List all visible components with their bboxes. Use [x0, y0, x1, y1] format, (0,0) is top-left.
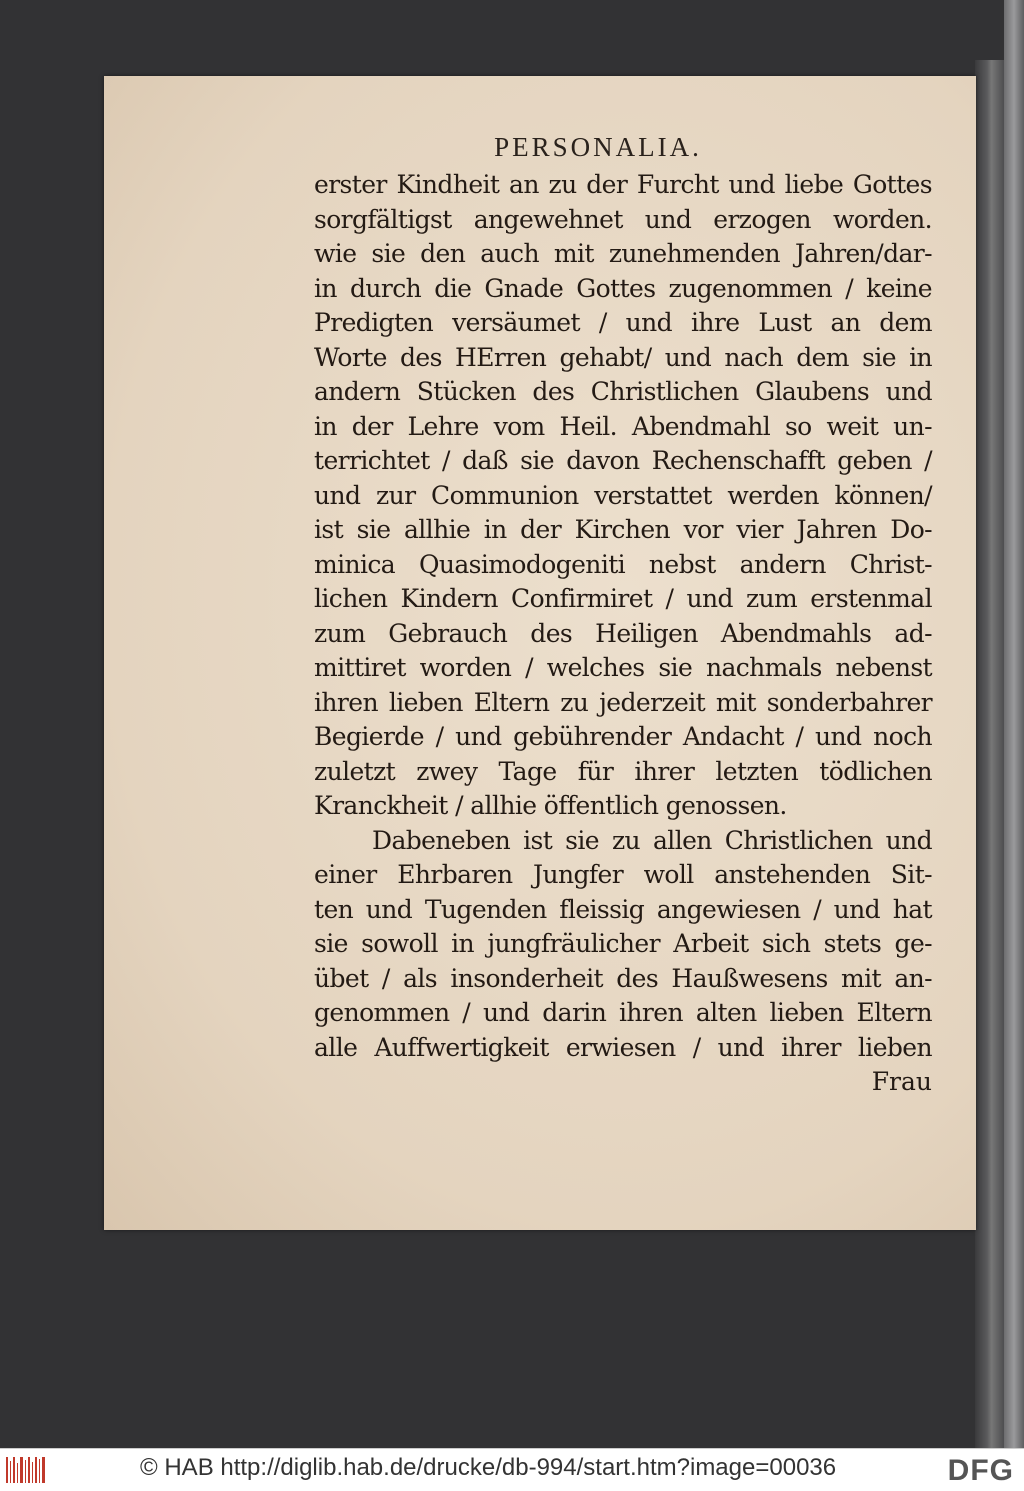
- text-line: minica Quasimodogeniti nebst andern Christ-: [314, 549, 932, 579]
- text-line: genommen / und darin ihren alten lieben Eltern: [314, 998, 932, 1027]
- text-line: in der Lehre vom Heil. Abendmahl so weit un-: [314, 411, 932, 441]
- text-line: einer Ehrbaren Jungfer woll anstehenden Sit-: [314, 860, 932, 889]
- book-spine: [975, 60, 1005, 1448]
- footer-bar: [0, 1448, 1024, 1491]
- text-line: ihren lieben Eltern zu jederzeit mit sonderbahrer: [314, 687, 932, 717]
- text-line: übet / als insonderheit des Haußwesens mit an-: [314, 963, 932, 993]
- dfg-logo: DFG: [947, 1454, 1014, 1487]
- text-line: alle Auffwertigkeit erwiesen / und ihrer lieben: [314, 1032, 932, 1062]
- text-line: Kranckheit / allhie öffentlich genossen.: [314, 791, 787, 820]
- text-line: zum Gebrauch des Heiligen Abendmahls ad-: [314, 618, 932, 648]
- text-line: zuletzt zwey Tage für ihrer letzten tödlichen: [314, 756, 932, 786]
- body-text: [314, 168, 932, 1100]
- book-edge: [1004, 0, 1024, 1448]
- text-line: in durch die Gnade Gottes zugenommen / keine: [314, 273, 932, 303]
- text-line: ten und Tugenden fleissig angewiesen / und hat: [314, 894, 932, 924]
- barcode-icon: [6, 1457, 46, 1483]
- text-line: Worte des HErren gehabt/ und nach dem sie in: [314, 342, 932, 372]
- text-line: lichen Kindern Confirmiret / und zum erstenmal: [314, 584, 932, 613]
- text-line: und zur Communion verstattet werden können/: [314, 480, 932, 510]
- text-line: mittiret worden / welches sie nachmals nebenst: [314, 653, 932, 682]
- text-line: ist sie allhie in der Kirchen vor vier Jahren Do-: [314, 515, 932, 544]
- text-line: sorgfältigst angewehnet und erzogen worden.: [314, 204, 932, 234]
- catchword: Frau: [871, 1067, 932, 1096]
- text-line: Begierde / und gebührender Andacht / und noch: [314, 722, 932, 751]
- running-header: PERSONALIA.: [494, 132, 702, 162]
- text-line: wie sie den auch mit zunehmenden Jahren/dar-: [314, 239, 932, 268]
- book-page: [104, 76, 976, 1230]
- footer-credit-link[interactable]: © HAB http://diglib.hab.de/drucke/db-994/start.htm?image=00036: [140, 1454, 837, 1481]
- text-line: sie sowoll in jungfräulicher Arbeit sich stets ge-: [314, 929, 932, 958]
- text-line: Dabeneben ist sie zu allen Christlichen und: [372, 825, 932, 855]
- text-line: terrichtet / daß sie davon Rechenschafft geben /: [314, 446, 932, 475]
- text-line: Predigten versäumet / und ihre Lust an dem: [314, 308, 932, 337]
- text-line: erster Kindheit an zu der Furcht und liebe Gottes: [314, 170, 932, 199]
- text-line: andern Stücken des Christlichen Glaubens und: [314, 377, 932, 406]
